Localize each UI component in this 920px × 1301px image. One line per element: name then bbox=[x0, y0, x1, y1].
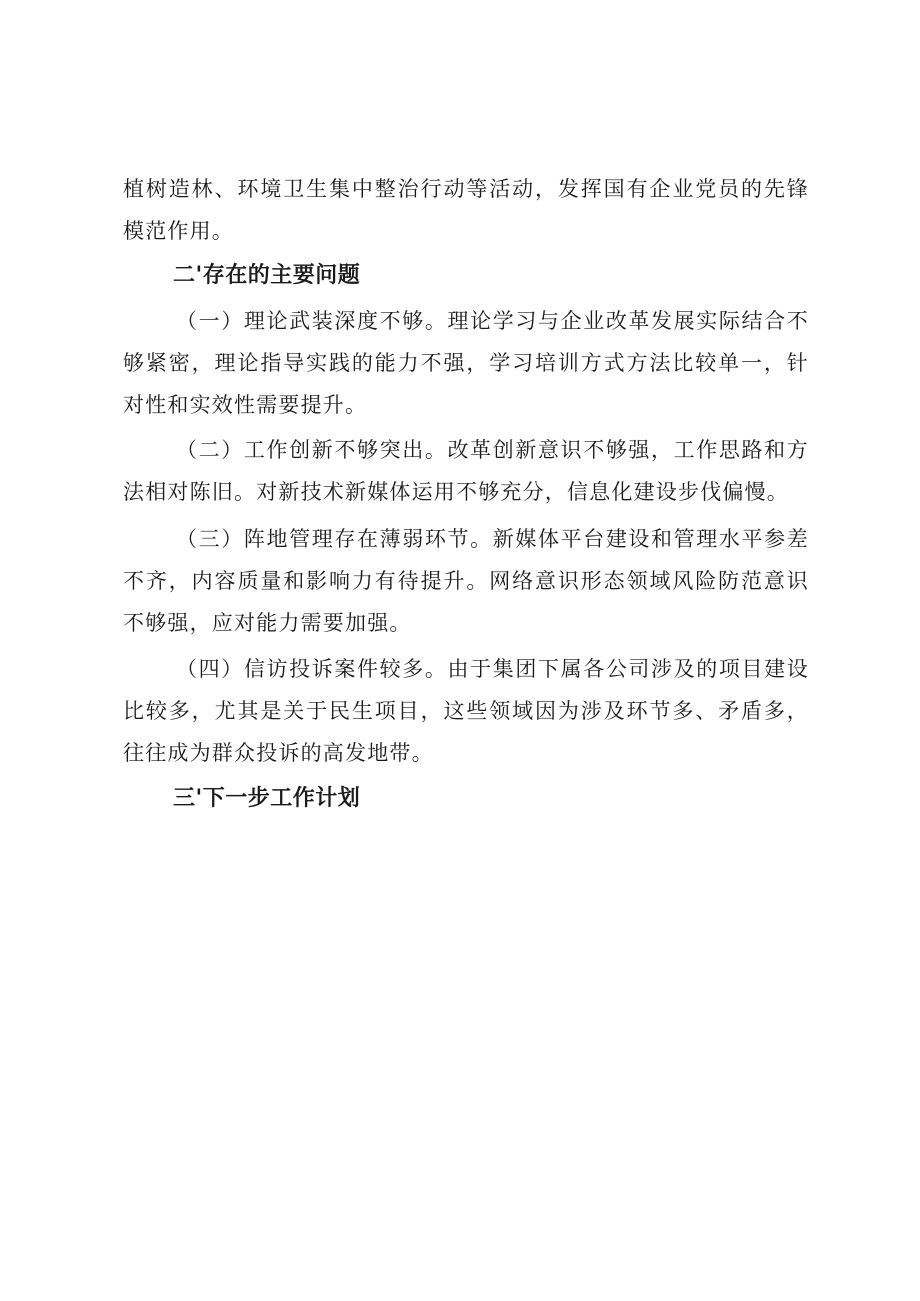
problem-paragraph-1: （一）理论武装深度不够。理论学习与企业改革发展实际结合不够紧密，理论指导实践的能力不强，学习培训方式方法比较单一，针对性和实效性需要提升。 bbox=[123, 309, 809, 417]
continuation-paragraph: 植树造林、环境卫生集中整治行动等活动，发挥国有企业党员的先锋模范作用。 bbox=[123, 177, 809, 243]
problem-paragraph-4: （四）信访投诉案件较多。由于集团下属各公司涉及的项目建设比较多，尤其是关于民生项目，这些领域因为涉及环节多、矛盾多，往往成为群众投诉的高发地带。 bbox=[123, 657, 809, 765]
problem-paragraph-2: （二）工作创新不够突出。改革创新意识不够强，工作思路和方法相对陈旧。对新技术新媒体运用不够充分，信息化建设步伐偏慢。 bbox=[123, 438, 809, 504]
section-heading-next-steps: 三'下一步工作计划 bbox=[173, 786, 361, 811]
section-heading-problems: 二'存在的主要问题 bbox=[173, 263, 361, 288]
problem-paragraph-3: （三）阵地管理存在薄弱环节。新媒体平台建设和管理水平参差不齐，内容质量和影响力有待提升。网络意识形态领域风险防范意识不够强，应对能力需要加强。 bbox=[123, 527, 809, 635]
